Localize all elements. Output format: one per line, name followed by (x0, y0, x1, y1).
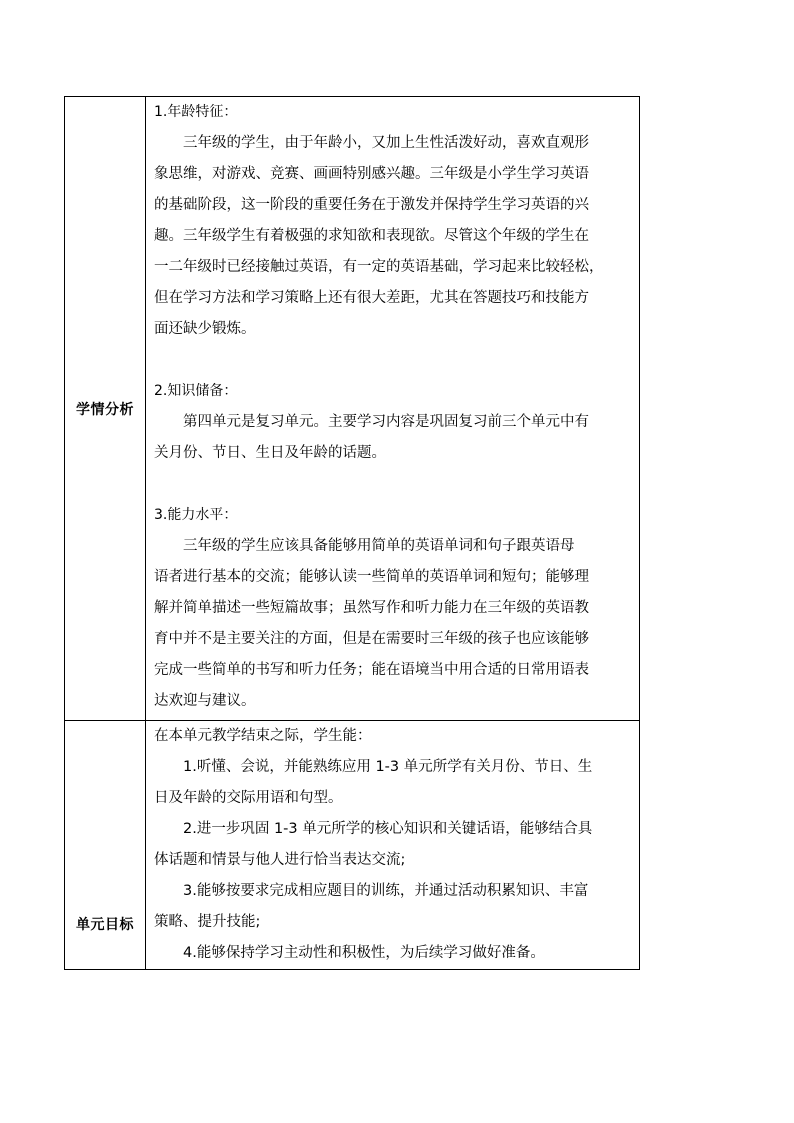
text-line: 面还缺少锻炼。 (154, 321, 256, 337)
text-line: 语者进行基本的交流；能够认读一些简单的英语单词和短句；能够理 (154, 569, 589, 585)
text-line: 2.知识储备： (154, 383, 238, 399)
text-line: 趣。三年级学生有着极强的求知欲和表现欲。尽管这个年级的学生在 (154, 228, 589, 244)
text-line: 体话题和情景与他人进行恰当表达交流; (154, 852, 406, 868)
text-line: 三年级的学生，由于年龄小，又加上生性活泼好动，喜欢直观形 (183, 135, 589, 151)
lesson-plan-table (64, 96, 640, 970)
text-line: 解并简单描述一些短篇故事；虽然写作和听力能力在三年级的英语教 (154, 600, 589, 616)
text-line: 育中并不是主要关注的方面，但是在需要时三年级的孩子也应该能够 (154, 631, 589, 647)
text-line: 策略、提升技能; (154, 914, 261, 930)
blank-line (154, 345, 633, 376)
text-line: 3.能力水平： (154, 507, 238, 523)
text-line: 4.能够保持学习主动性和积极性，为后续学习做好准备。 (183, 945, 545, 961)
table-row-student-analysis (65, 97, 640, 721)
text-line: 达欢迎与建议。 (154, 693, 256, 709)
text-line: 但在学习方法和学习策略上还有很大差距，尤其在答题技巧和技能方 (154, 290, 589, 306)
row-label-student-analysis: 学情分析 (76, 401, 134, 418)
text-line: 关月份、节日、生日及年龄的话题。 (154, 445, 386, 461)
student-analysis-content (146, 97, 640, 721)
text-line: 2.进一步巩固 1-3 单元所学的核心知识和关键话语，能够结合具 (183, 821, 593, 837)
text-line: 日及年龄的交际用语和句型。 (154, 790, 343, 806)
text-line: 1.年龄特征： (154, 104, 238, 120)
text-line: 的基础阶段，这一阶段的重要任务在于激发并保持学生学习英语的兴 (154, 197, 589, 213)
text-line: 1.听懂、会说，并能熟练应用 1-3 单元所学有关月份、节日、生 (183, 759, 593, 775)
table-row-unit-goals (65, 721, 640, 970)
text-line: 三年级的学生应该具备能够用简单的英语单词和句子跟英语母 (183, 538, 575, 554)
text-line: 3.能够按要求完成相应题目的训练，并通过活动积累知识、丰富 (183, 883, 589, 899)
row-label-cell (65, 721, 146, 970)
text-line: 一二年级时已经接触过英语，有一定的英语基础，学习起来比较轻松， (154, 259, 604, 275)
blank-line (154, 469, 633, 500)
text-line: 象思维，对游戏、竞赛、画画特别感兴趣。三年级是小学生学习英语 (154, 166, 589, 182)
text-line: 第四单元是复习单元。主要学习内容是巩固复习前三个单元中有 (183, 414, 589, 430)
text-line: 完成一些简单的书写和听力任务；能在语境当中用合适的日常用语表 (154, 662, 589, 678)
row-label-cell (65, 97, 146, 721)
text-line: 在本单元教学结束之际，学生能： (154, 728, 372, 744)
row-label-wrapper (65, 879, 145, 969)
row-label-unit-goals: 单元目标 (76, 917, 134, 933)
unit-goals-content (146, 721, 640, 970)
